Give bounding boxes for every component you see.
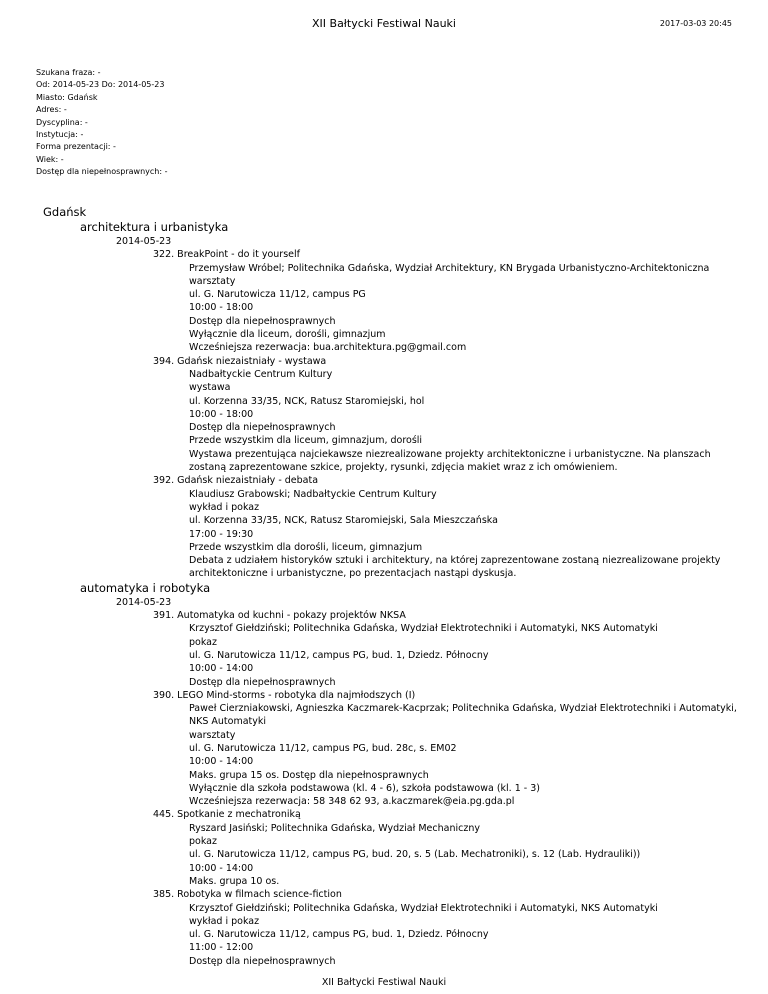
criteria-age: Wiek: -	[36, 154, 64, 164]
event-organizer: Klaudiusz Grabowski; Nadbałtyckie Centrum Kultury	[189, 488, 437, 500]
criteria-date-range: Od: 2014-05-23 Do: 2014-05-23	[36, 80, 165, 90]
event-title: 392. Gdańsk niezaistniały - debata	[153, 475, 319, 487]
event-organizer: Ryszard Jasiński; Politechnika Gdańska, Wydział Mechaniczny	[189, 822, 480, 834]
event-address: ul. G. Narutowicza 11/12, campus PG	[189, 289, 366, 301]
event-time: 11:00 - 12:00	[189, 942, 254, 954]
event-address: ul. G. Narutowicza 11/12, campus PG, bud. 1, Dziedz. Północny	[189, 649, 489, 661]
event-organizer: Krzysztof Giełdziński; Politechnika Gdańska, Wydział Elektrotechniki i Automatyki, NKS Automatyki	[189, 623, 658, 635]
event-item	[0, 888, 768, 968]
event-time: 10:00 - 14:00	[189, 862, 254, 874]
event-accessibility: Dostęp dla niepełnosprawnych	[189, 422, 336, 434]
event-group-size: Maks. grupa 10 os.	[189, 875, 280, 887]
event-form: pokaz	[189, 836, 217, 848]
event-organizer: Paweł Cierzniakowski, Agnieszka Kaczmarek-Kacprzak; Politechnika Gdańska, Wydział Elektrotechniki i Automatyki, NKS Automatyki	[189, 703, 737, 728]
event-description: Debata z udziałem historyków sztuki i architektury, na której zaprezentowane zostaną niezrealizowane projekty architektoniczne i urbanistyczne, po prezentacjach nastąpi dyskusja.	[189, 555, 721, 580]
event-reservation: Wcześniejsza rezerwacja: bua.architektura.pg@gmail.com	[189, 342, 467, 354]
search-criteria	[36, 67, 167, 179]
criteria-accessibility: Dostęp dla niepełnosprawnych: -	[36, 167, 168, 177]
page-title: XII Bałtycki Festiwal Nauki	[312, 17, 456, 30]
criteria-institution: Instytucja: -	[36, 130, 84, 140]
criteria-discipline: Dyscyplina: -	[36, 117, 88, 127]
event-item	[0, 689, 768, 809]
event-form: wykład i pokaz	[189, 501, 260, 513]
event-item	[0, 474, 768, 580]
criteria-address: Adres: -	[36, 105, 67, 115]
event-item	[0, 248, 768, 354]
event-address: ul. G. Narutowicza 11/12, campus PG, bud. 28c, s. EM02	[189, 742, 457, 754]
event-group-accessibility: Maks. grupa 15 os. Dostęp dla niepełnosprawnych	[189, 769, 429, 781]
page-footer: XII Bałtycki Festiwal Nauki	[321, 977, 447, 988]
event-time: 17:00 - 19:30	[189, 528, 254, 540]
event-title: 322. BreakPoint - do it yourself	[153, 249, 300, 261]
event-item	[0, 808, 768, 888]
event-organizer: Nadbałtyckie Centrum Kultury	[189, 368, 333, 380]
event-audience: Przede wszystkim dla dorośli, liceum, gimnazjum	[189, 541, 423, 553]
criteria-city: Miasto: Gdańsk	[36, 92, 98, 102]
event-address: ul. G. Narutowicza 11/12, campus PG, bud. 1, Dziedz. Północny	[189, 929, 489, 941]
discipline-heading: architektura i urbanistyka	[80, 220, 229, 234]
event-form: warsztaty	[189, 275, 236, 287]
event-time: 10:00 - 18:00	[189, 302, 254, 314]
event-description: Wystawa prezentująca najciekawsze niezrealizowane projekty architektoniczne i urbanistyczne. Na planszach zostaną zaprezentowane szkice, projekty, rysunki, zdjęcia makiet wraz z ich omówieniem.	[189, 448, 711, 474]
date-heading: 2014-05-23	[116, 236, 172, 247]
event-accessibility: Dostęp dla niepełnosprawnych	[189, 676, 336, 688]
event-address: ul. Korzenna 33/35, NCK, Ratusz Staromiejski, Sala Mieszczańska	[189, 515, 498, 527]
event-accessibility: Dostęp dla niepełnosprawnych	[189, 955, 336, 967]
event-title: 391. Automatyka od kuchni - pokazy projektów NKSA	[153, 610, 406, 622]
event-title: 390. LEGO Mind-storms - robotyka dla najmłodszych (I)	[153, 689, 416, 701]
event-item	[0, 355, 768, 475]
event-address: ul. G. Narutowicza 11/12, campus PG, bud. 20, s. 5 (Lab. Mechatroniki), s. 12 (Lab. Hydrauliki))	[189, 849, 641, 861]
print-datetime: 2017-03-03 20:45	[659, 19, 732, 28]
event-time: 10:00 - 14:00	[189, 756, 254, 768]
discipline-heading: automatyka i robotyka	[80, 580, 211, 595]
event-form: wystawa	[189, 382, 231, 394]
criteria-phrase: Szukana fraza: -	[36, 68, 101, 77]
event-organizer: Krzysztof Giełdziński; Politechnika Gdańska, Wydział Elektrotechniki i Automatyki, NKS Automatyki	[189, 902, 658, 914]
event-time: 10:00 - 14:00	[189, 663, 254, 675]
event-audience: Wyłącznie dla liceum, dorośli, gimnazjum	[189, 329, 386, 341]
event-time: 10:00 - 18:00	[189, 408, 254, 420]
event-title: 385. Robotyka w filmach science-fiction	[153, 889, 342, 901]
event-form: warsztaty	[189, 729, 236, 741]
event-form: pokaz	[189, 636, 217, 648]
event-reservation: Wcześniejsza rezerwacja: 58 348 62 93, a.kaczmarek@eia.pg.gda.pl	[189, 796, 515, 808]
event-address: ul. Korzenna 33/35, NCK, Ratusz Staromiejski, hol	[189, 395, 425, 407]
event-organizer: Przemysław Wróbel; Politechnika Gdańska, Wydział Architektury, KN Brygada Urbanistyczno-Architektoniczna	[189, 262, 710, 274]
event-item	[0, 609, 768, 689]
event-title: 394. Gdańsk niezaistniały - wystawa	[153, 355, 327, 367]
event-title: 445. Spotkanie z mechatroniką	[153, 809, 301, 821]
event-listing	[0, 205, 768, 968]
event-audience: Przede wszystkim dla liceum, gimnazjum, dorośli	[189, 435, 423, 447]
date-heading: 2014-05-23	[116, 596, 172, 608]
criteria-form: Forma prezentacji: -	[36, 142, 116, 152]
event-accessibility: Dostęp dla niepełnosprawnych	[189, 315, 336, 327]
event-form: wykład i pokaz	[189, 915, 260, 927]
city-heading: Gdańsk	[43, 205, 87, 219]
event-audience: Wyłącznie dla szkoła podstawowa (kl. 4 - 6), szkoła podstawowa (kl. 1 - 3)	[189, 782, 540, 794]
